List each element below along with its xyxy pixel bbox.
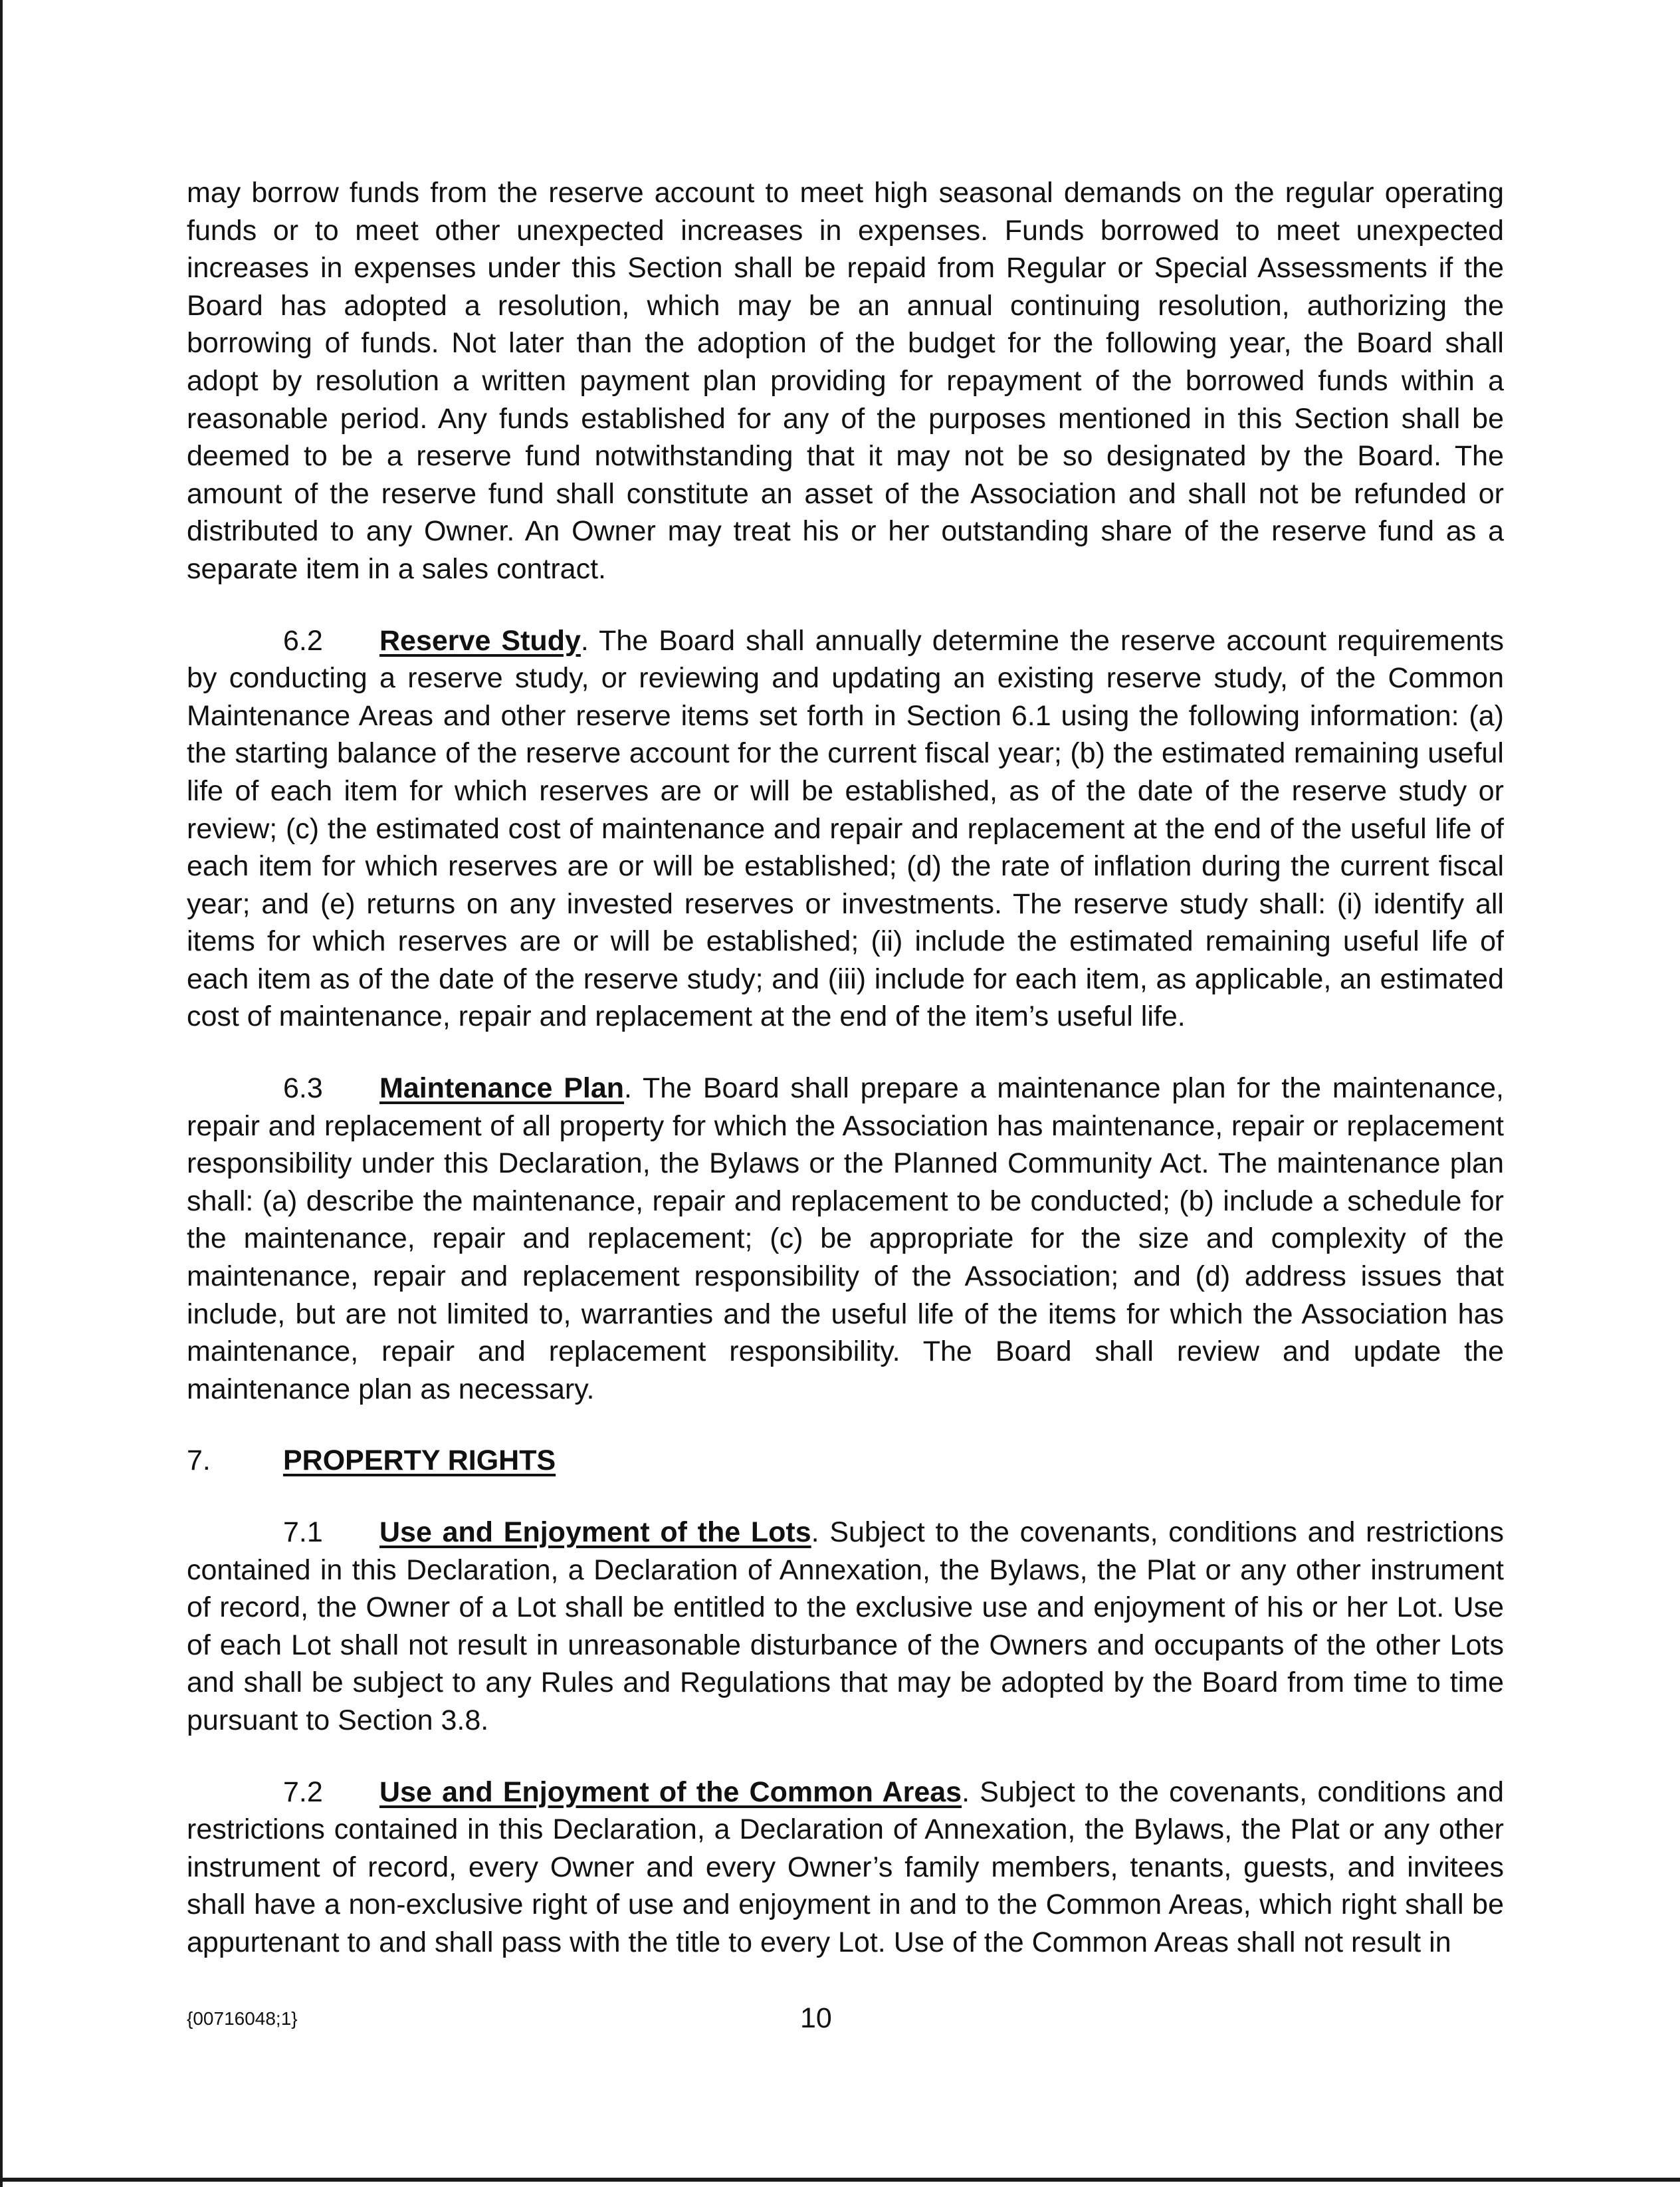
section-body: . The Board shall prepare a maintenance plan for the maintenance, repair and replacement of all property for which the Association has maintenance, repair or replacement responsibility under this Declaration, the Bylaws or the Planned Community Act. The maintenance plan shall: (a) describe the maintenance, repair and replacement to be conducted; (b) include a schedule for the maintenance, repair and replacement; (c) be appropriate for the size and complexity of the maintenance, repair and replacement responsibility of the Association; and (d) address issues that include, but are not limited to, warranties and the useful life of the items for which the Association has maintenance, repair and replacement responsibility. The Board shall review and update the maintenance plan as necessary. [187, 1072, 1504, 1405]
section-7-2 [187, 1774, 1504, 1962]
section-title: Maintenance Plan [379, 1072, 625, 1105]
heading-number: 7. [187, 1444, 211, 1477]
section-number: 7.1 [283, 1516, 323, 1548]
section-number: 6.3 [283, 1072, 323, 1105]
document-body [187, 174, 1504, 1962]
footer-document-id: {00716048;1} [187, 2008, 298, 2029]
paragraph-gap [187, 588, 1504, 622]
heading-title: PROPERTY RIGHTS [283, 1444, 556, 1477]
section-number: 6.2 [283, 624, 323, 657]
section-body: . Subject to the covenants, conditions and restrictions contained in this Declaration, a Declaration of Annexation, the Bylaws, the Plat or any other instrument of record, every Owner and every Owner’s family members, tenants, guests, and invitees shall have a non-exclusive right of use and enjoyment in and to the Common Areas, which right shall be appurtenant to and shall pass with the title to every Lot. Use of the Common Areas shall not result in [187, 1776, 1504, 1958]
page-number: 10 [800, 2002, 832, 2034]
section-title: Use and Enjoyment of the Lots [379, 1516, 811, 1548]
paragraph-gap [187, 1036, 1504, 1070]
section-title: Use and Enjoyment of the Common Areas [379, 1776, 962, 1808]
paragraph-6-1-continued: may borrow funds from the reserve account to meet high seasonal demands on the regular operating funds or to meet other unexpected increases in expenses. Funds borrowed to meet unexpected increases in expenses under this Section shall be repaid from Regular or Special Assessments if the Board has adopted a resolution, which may be an annual continuing resolution, authorizing the borrowing of funds. Not later than the adoption of the budget for the following year, the Board shall adopt by resolution a written payment plan providing for repayment of the borrowed funds within a reasonable period. Any funds established for any of the purposes mentioned in this Section shall be deemed to be a reserve fund notwithstanding that it may not be so designated by the Board. The amount of the reserve fund shall constitute an asset of the Association and shall not be refunded or distributed to any Owner. An Owner may treat his or her outstanding share of the reserve fund as a separate item in a sales contract. [187, 177, 1504, 585]
paragraph-gap [187, 1480, 1504, 1514]
heading-7 [187, 1442, 1504, 1480]
section-body: . Subject to the covenants, conditions and restrictions contained in this Declaration, a Declaration of Annexation, the Bylaws, the Plat or any other instrument of record, the Owner of a Lot shall be entitled to the exclusive use and enjoyment of his or her Lot. Use of each Lot shall not result in unreasonable disturbance of the Owners and occupants of the other Lots and shall be subject to any Rules and Regulations that may be adopted by the Board from time to time pursuant to Section 3.8. [187, 1516, 1504, 1736]
section-title: Reserve Study [379, 624, 581, 657]
section-body: . The Board shall annually determine the reserve account requirements by conducting a reserve study, or reviewing and updating an existing reserve study, of the Common Maintenance Areas and other reserve items set forth in Section 6.1 using the following information: (a) the starting balance of the reserve account for the current fiscal year; (b) the estimated remaining useful life of each item for which reserves are or will be established, as of the date of the reserve study or review; (c) the estimated cost of maintenance and repair and replacement at the end of the useful life of each item for which reserves are or will be established; (d) the rate of inflation during the current fiscal year; and (e) returns on any invested reserves or investments. The reserve study shall: (i) identify all items for which reserves are or will be established; (ii) include the estimated remaining useful life of each item as of the date of the reserve study; and (iii) include for each item, as applicable, an estimated cost of maintenance, repair and replacement at the end of the item’s useful life. [187, 624, 1504, 1033]
paragraph-gap [187, 1740, 1504, 1774]
section-number: 7.2 [283, 1776, 323, 1808]
page-edge-bottom [0, 2178, 1680, 2182]
paragraph-gap [187, 1408, 1504, 1442]
section-6-3 [187, 1070, 1504, 1408]
section-6-2 [187, 622, 1504, 1036]
page-edge-left [0, 0, 3, 2187]
section-7-1 [187, 1514, 1504, 1740]
